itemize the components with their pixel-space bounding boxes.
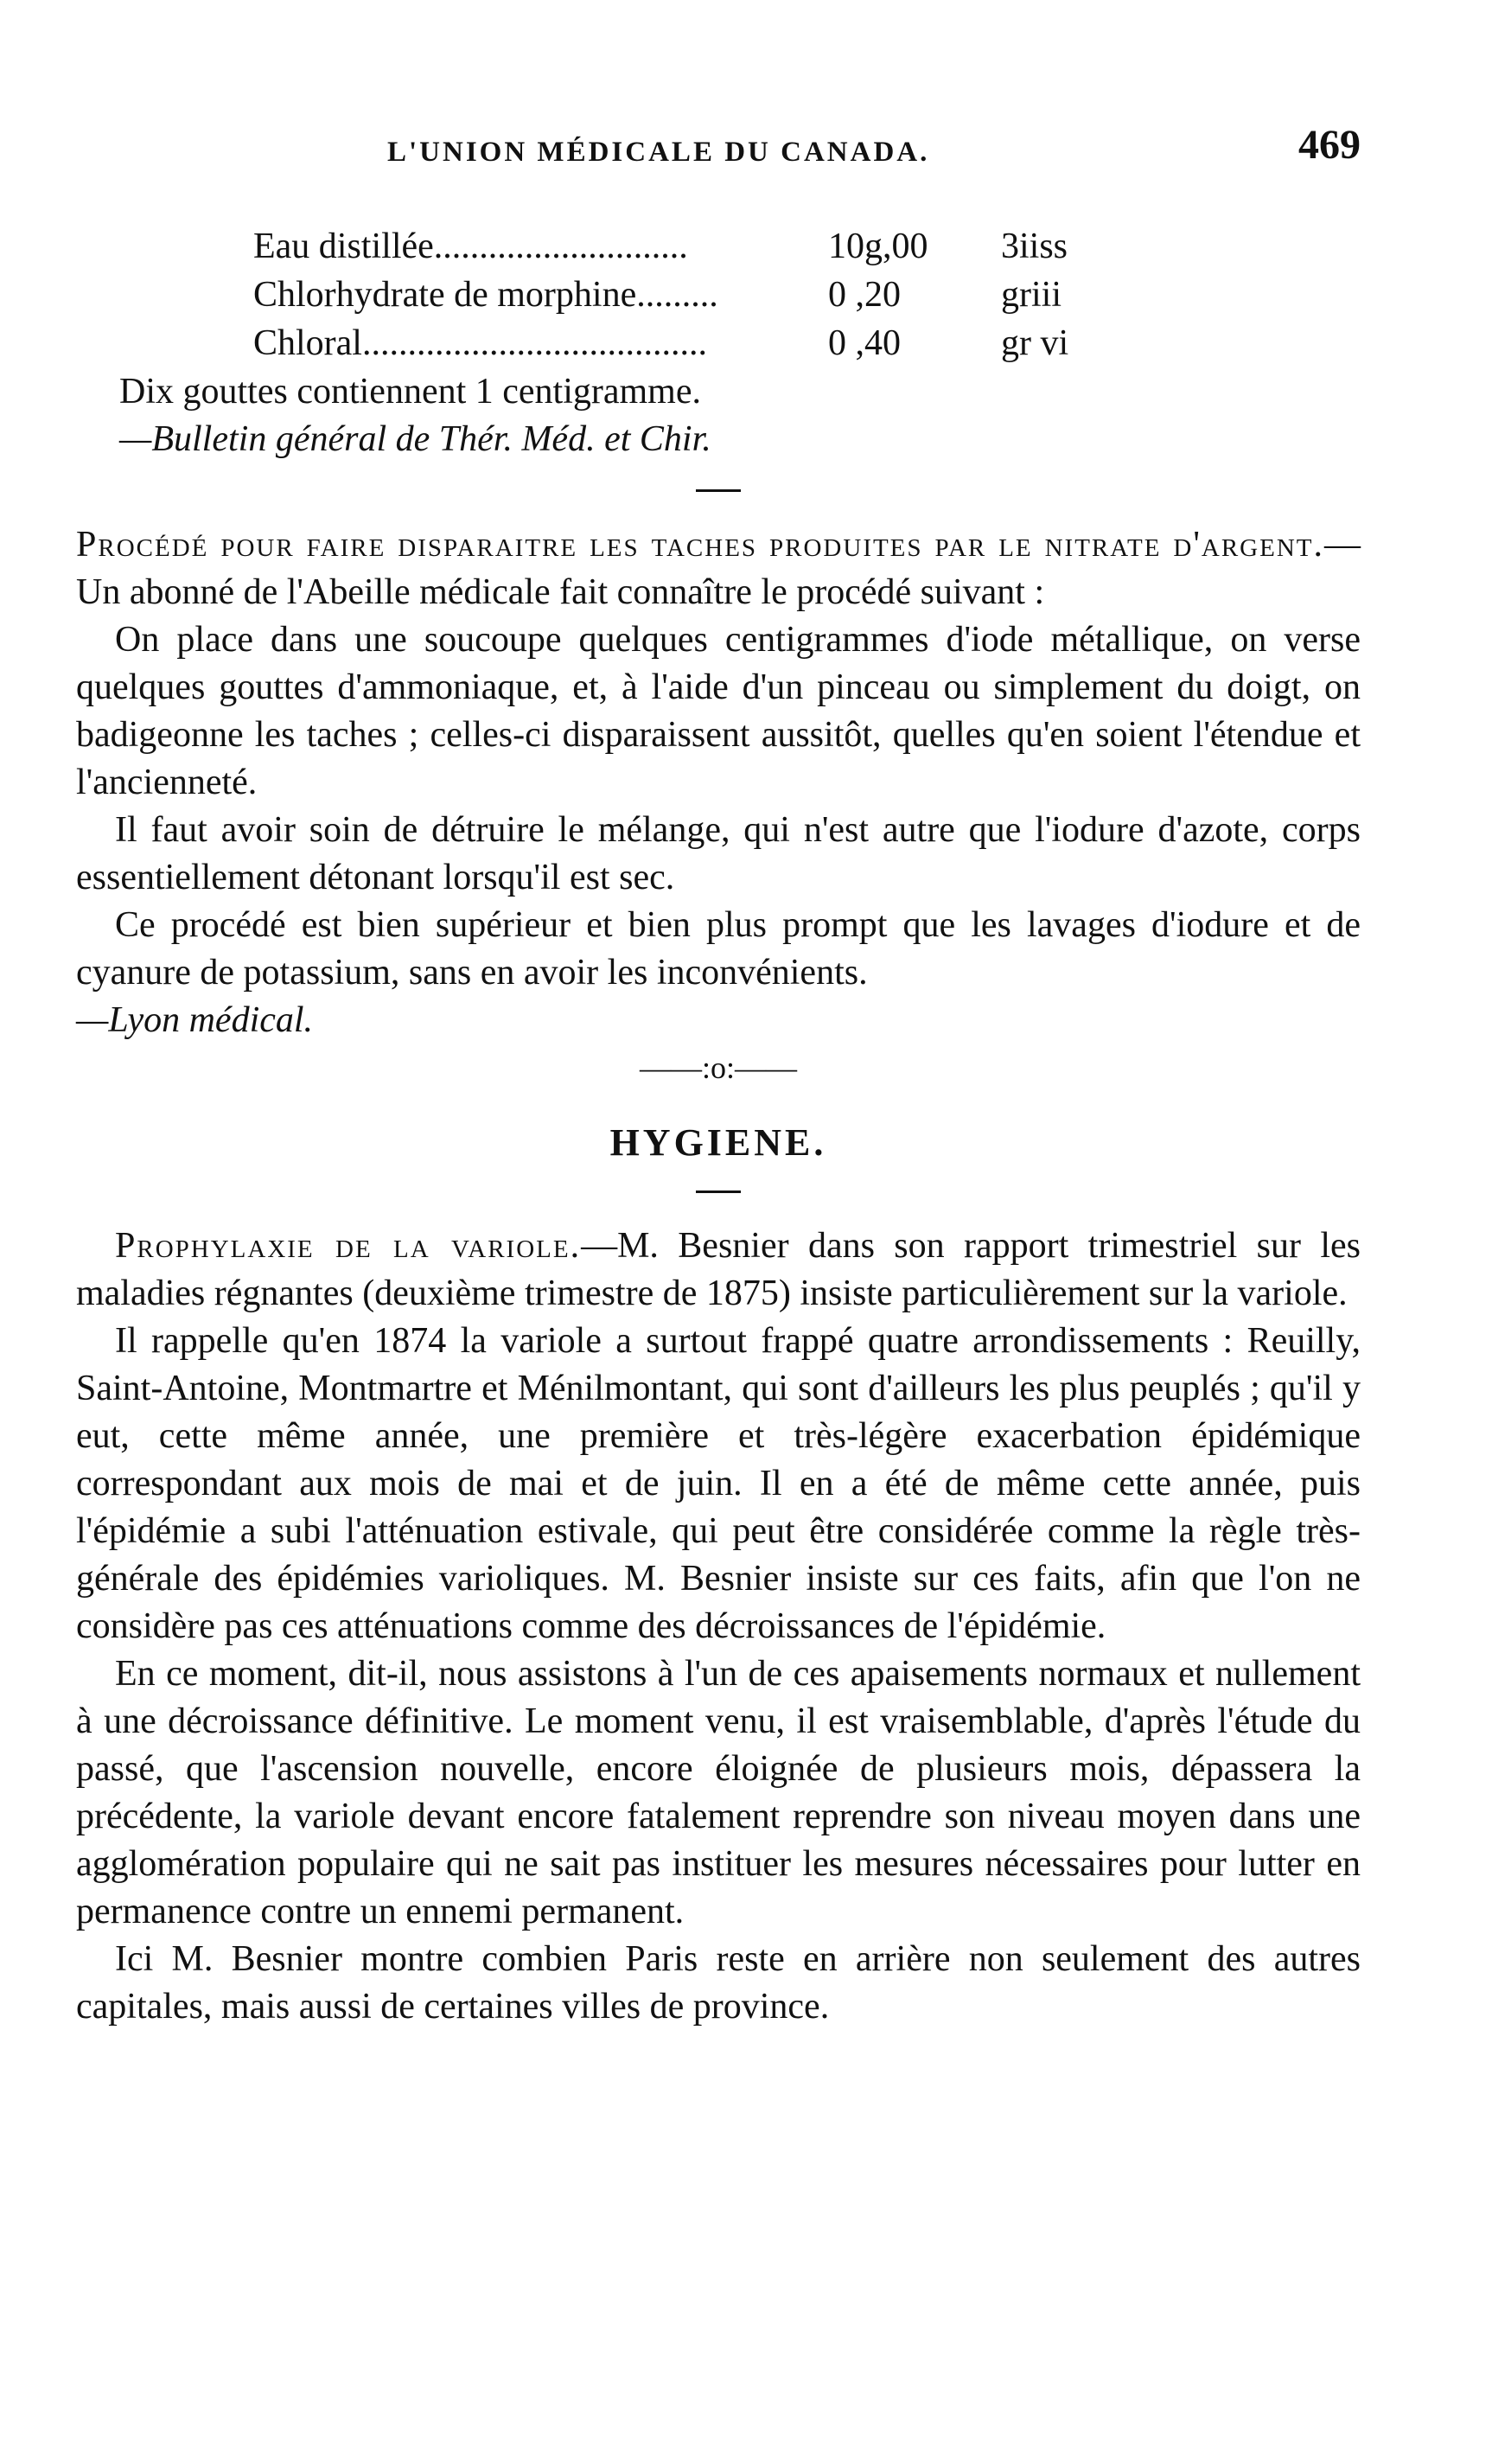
ingredient-name: Eau distillée............................ — [253, 227, 688, 266]
section-separator: ——:o:—— — [639, 1050, 797, 1085]
paragraph: Ce procédé est bien supérieur et bien plus prompt que les lavages d'iodure et de cyanure de potassium, sans en avoir les inconvénients. — [76, 905, 1361, 993]
article-intro: —M. Besnier dans son rapport trimestriel sur les maladies régnantes (deuxième trimestre de 1875) insiste particulièrement sur la variole. — [76, 1226, 1361, 1313]
article-variole — [76, 1222, 1361, 2031]
paragraph: En ce moment, dit-il, nous assistons à l'un de ces apaisements normaux et nullement à une décroissance définitive. Le moment venu, il est vraisemblable, d'après l'étude du passé, que l'ascension nouvelle, encore éloignée de plusieurs mois, dépassera la précédente, la variole devant encore fatalement reprendre son niveau moyen dans une agglomération populaire qui ne sait pas instituer les mesures nécessaires pour lutter en permanence contre un ennemi permanent. — [76, 1654, 1361, 1931]
formula-footer — [119, 368, 1361, 463]
running-head: L'UNION MÉDICALE DU CANADA. — [387, 137, 930, 168]
paragraph: Ici M. Besnier montre combien Paris reste en arrière non seulement des autres capitales, mais aussi de certaines villes de province. — [76, 1939, 1361, 2027]
metric-dose: 0 ,20 — [828, 275, 901, 315]
document-page — [76, 121, 1361, 2031]
apothecary-dose: 3iiss — [1001, 227, 1068, 266]
article-intro: —Un abonné de l'Abeille médicale fait connaître le procédé suivant : — [76, 525, 1361, 612]
divider-rule — [696, 1191, 741, 1193]
apothecary-dose: griii — [1001, 275, 1062, 315]
ingredient-name: Chlorhydrate de morphine......... — [253, 275, 718, 315]
metric-dose: 10g,00 — [828, 227, 928, 266]
prescription-formula — [253, 223, 1239, 368]
formula-row — [253, 223, 1239, 271]
page-number: 469 — [1298, 122, 1361, 168]
formula-row — [253, 320, 1239, 368]
formula-row — [253, 271, 1239, 320]
dosage-note: Dix gouttes contiennent 1 centigramme. — [119, 372, 701, 412]
page-header — [76, 121, 1361, 173]
section-title: HYGIENE. — [609, 1121, 827, 1164]
paragraph: Il rappelle qu'en 1874 la variole a surtout frappé quatre arrondissements : Reuilly, Saint-Antoine, Montmartre et Ménilmontant, qui sont d'ailleurs les plus peuplés ; qu'il y eut, cette même année, une première et très-légère exacerbation épidémique correspondant aux mois de mai et de juin. Il en a été de même cette année, puis l'épidémie a subi l'atténuation estivale, qui peut être considérée comme la règle très-générale des épidémies varioliques. M. Besnier insiste sur ces faits, afin que l'on ne considère pas ces atténuations comme des décroissances de l'épidémie. — [76, 1321, 1361, 1646]
ingredient-name: Chloral...................................... — [253, 323, 707, 363]
article-title: Prophylaxie de la variole. — [115, 1226, 582, 1266]
metric-dose: 0 ,40 — [828, 323, 901, 363]
paragraph: On place dans une soucoupe quelques centigrammes d'iode métallique, on verse quelques gouttes d'ammoniaque, et, à l'aide d'un pinceau ou simplement du doigt, on badigeonne les taches ; celles-ci disparaissent aussitôt, quelles qu'en soient l'étendue et l'ancienneté. — [76, 620, 1361, 802]
article-silver-nitrate — [76, 521, 1361, 1044]
source-citation: —Bulletin général de Thér. Méd. et Chir. — [119, 419, 711, 459]
source-citation: —Lyon médical. — [76, 1000, 314, 1040]
paragraph: Il faut avoir soin de détruire le mélange, qui n'est autre que l'iodure d'azote, corps essentiellement détonant lorsqu'il est sec. — [76, 810, 1361, 897]
apothecary-dose: gr vi — [1001, 323, 1069, 363]
divider-rule — [696, 489, 741, 492]
article-title: Procédé pour faire disparaitre les taches produites par le nitrate d'argent. — [76, 525, 1324, 565]
